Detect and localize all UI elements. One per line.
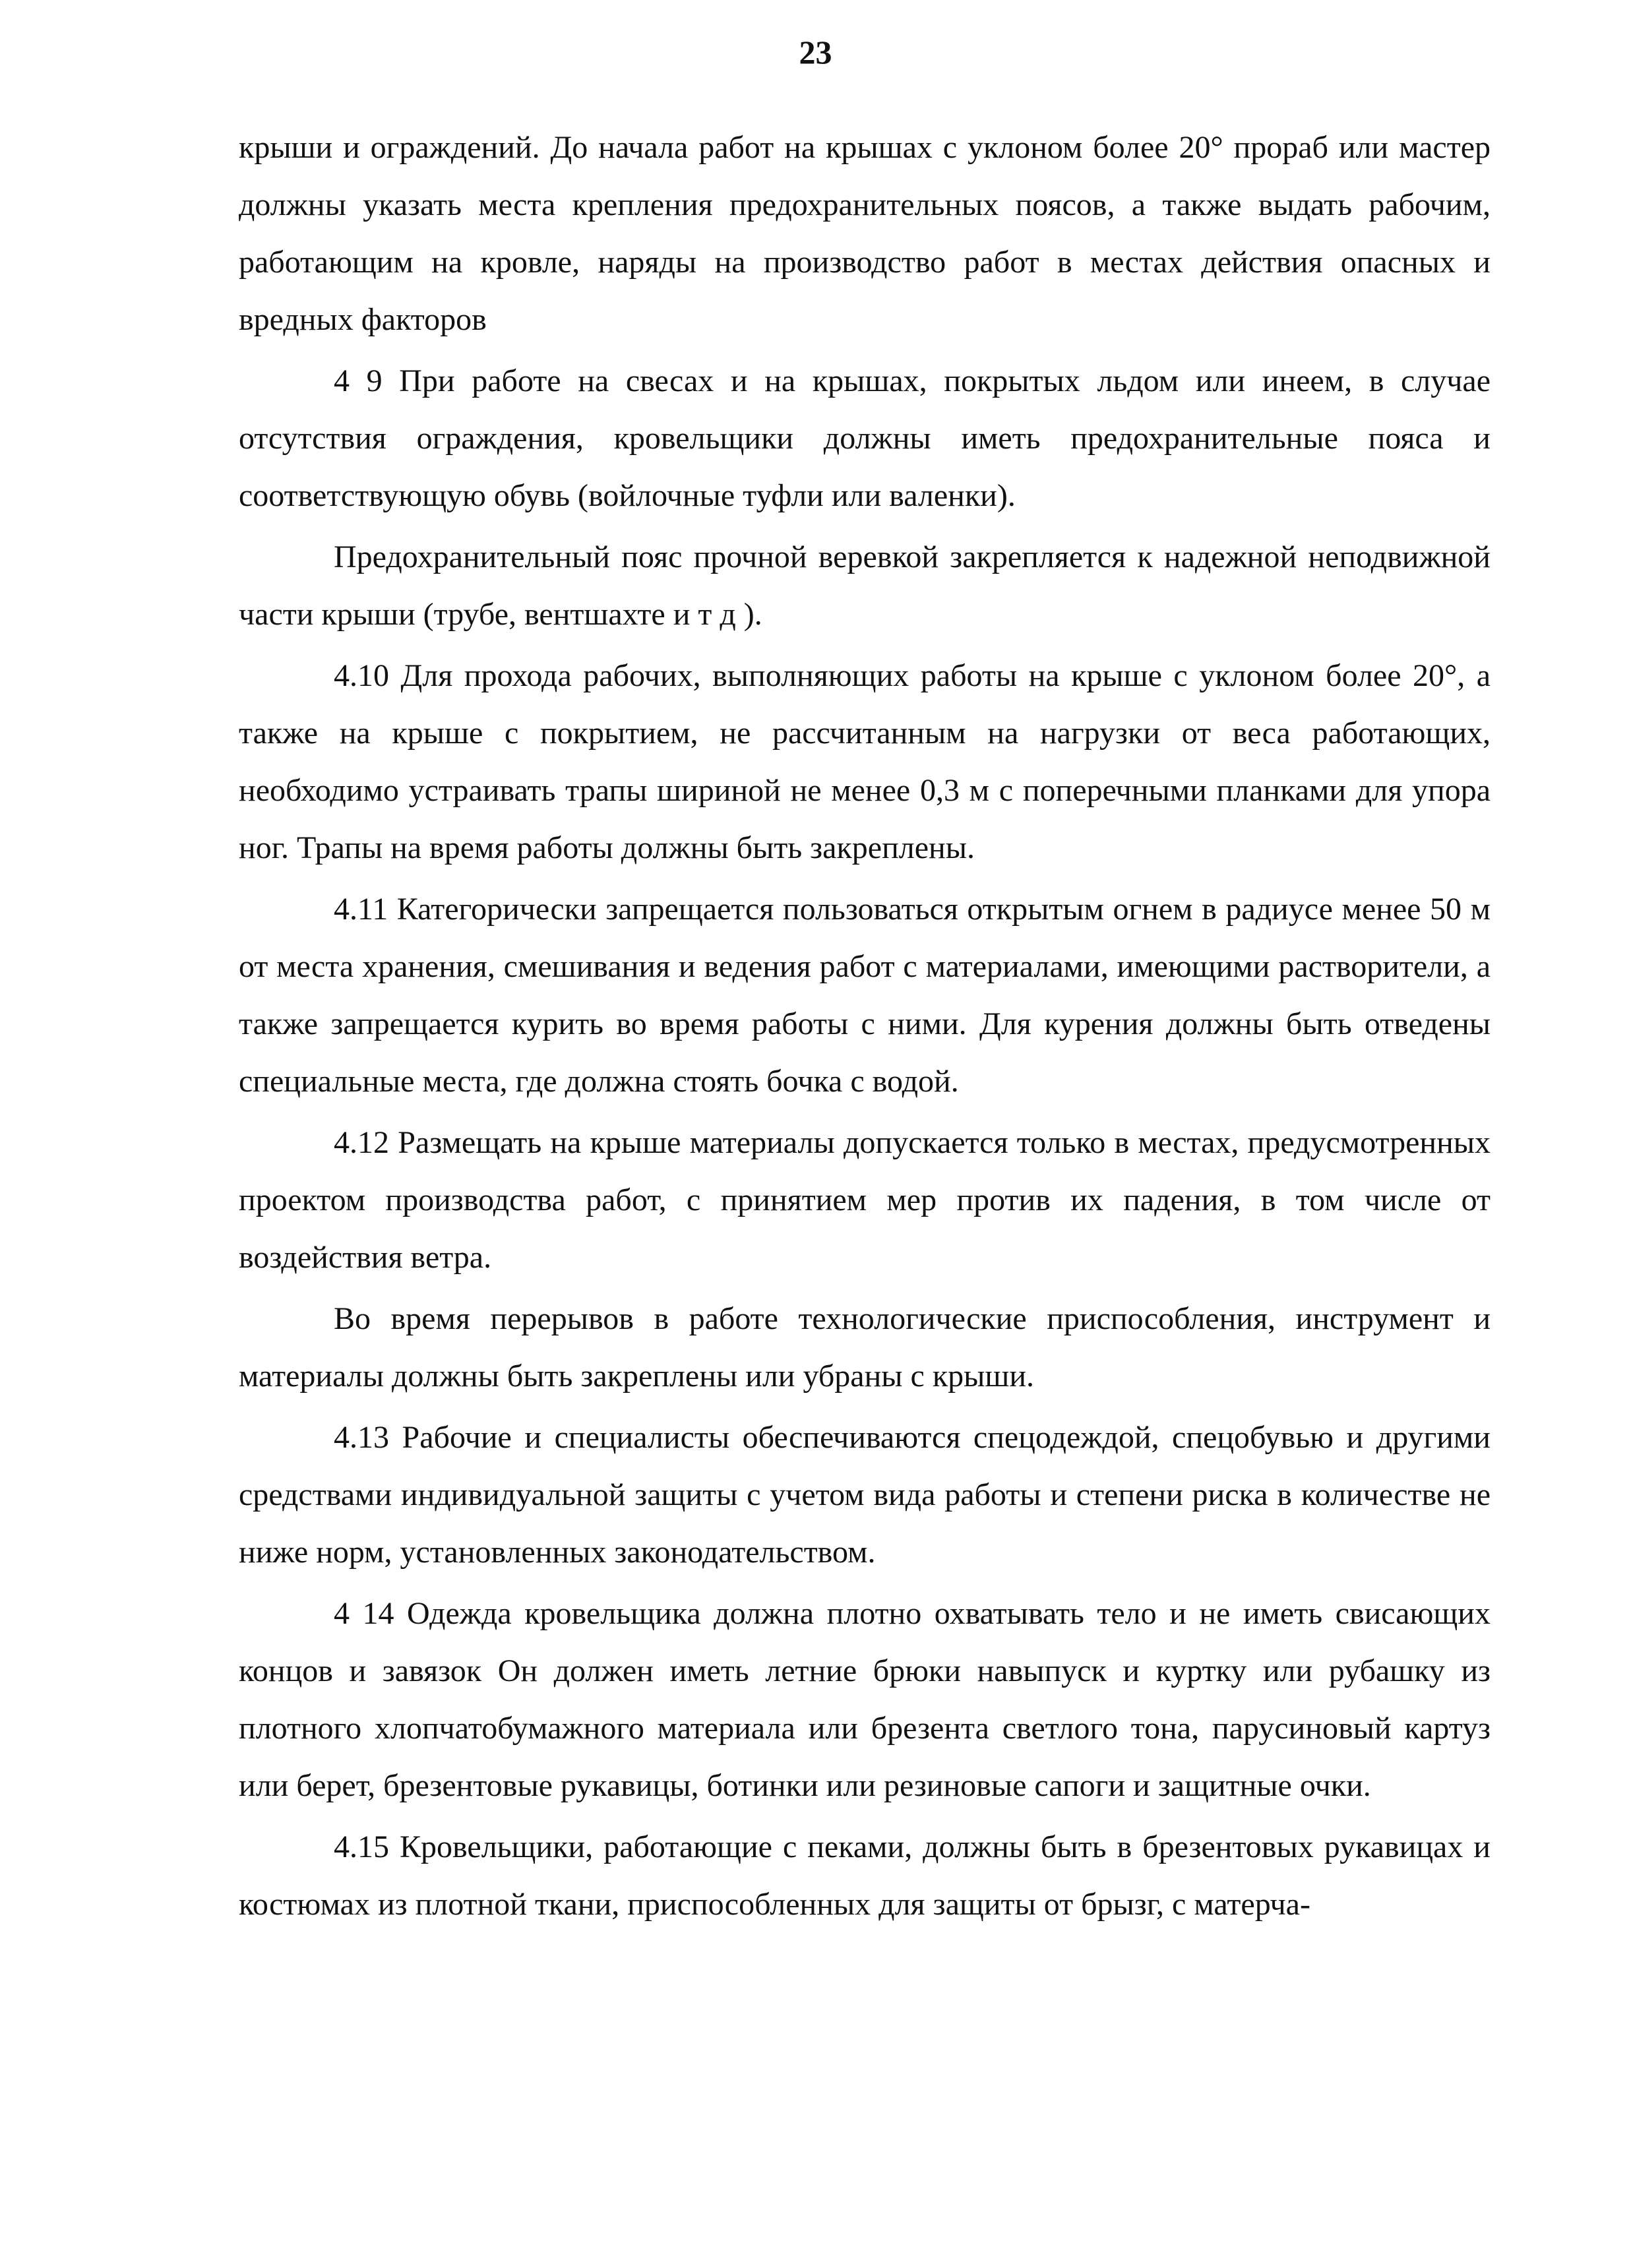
paragraph-4-14: 4 14 Одежда кровельщика должна плотно охватывать тело и не иметь свисающих концов и завязок Он должен иметь летние брюки навыпуск и куртку или рубашку из плотного хлопчатобумажного материала или брезента светлого тона, парусиновый картуз или берет, брезентовые рукавицы, ботинки или резиновые сапоги и защитные очки. xyxy=(239,1596,1491,1803)
paragraph-4-11: 4.11 Категорически запрещается пользоваться открытым огнем в радиусе менее 50 м от места хранения, смешивания и ведения работ с материалами, имеющими растворители, а также запрещается курить во время работы с ними. Для курения должны быть отведены специальные места, где должна стоять бочка с водой. xyxy=(239,892,1491,1099)
paragraph-safety-belt: Предохранительный пояс прочной веревкой закрепляется к надежной неподвижной части крыши (трубе, вентшахте и т д ). xyxy=(239,539,1491,632)
paragraph-4-12: 4.12 Размещать на крыше материалы допускается только в местах, предусмотренных проектом производства работ, с принятием мер против их падения, в том числе от воздействия ветра. xyxy=(239,1125,1491,1275)
paragraph-4-13: 4.13 Рабочие и специалисты обеспечиваются спецодеждой, спецобувью и другими средствами индивидуальной защиты с учетом вида работы и степени риска в количестве не ниже норм, установленных законодательством. xyxy=(239,1420,1491,1570)
paragraph-4-10: 4.10 Для прохода рабочих, выполняющих работы на крыше с уклоном более 20°, а также на крыше с покрытием, не рассчитанным на нагрузки от веса работающих, необходимо устраивать трапы шириной не менее 0,3 м с поперечными планками для упора ног. Трапы на время работы должны быть закреплены. xyxy=(239,658,1491,865)
document-body xyxy=(239,119,1491,1933)
paragraph-4-9: 4 9 При работе на свесах и на крышах, покрытых льдом или инеем, в случае отсутствия ограждения, кровельщики должны иметь предохранительные пояса и соответствующую обувь (войлочные туфли или валенки). xyxy=(239,363,1491,513)
page-number: 23 xyxy=(799,34,832,71)
paragraph-4-15: 4.15 Кровельщики, работающие с пеками, должны быть в брезентовых рукавицах и костюмах из плотной ткани, приспособленных для защиты от брызг, с матерча- xyxy=(239,1829,1491,1922)
paragraph-roof-fencing-cont: крыши и ограждений. До начала работ на крышах с уклоном более 20° прораб или мастер должны указать места крепления предохранительных поясов, а также выдать рабочим, работающим на кровле, наряды на производство работ в местах действия опасных и вредных факторов xyxy=(239,130,1491,337)
paragraph-breaks: Во время перерывов в работе технологические приспособления, инструмент и материалы должны быть закреплены или убраны с крыши. xyxy=(239,1301,1491,1394)
